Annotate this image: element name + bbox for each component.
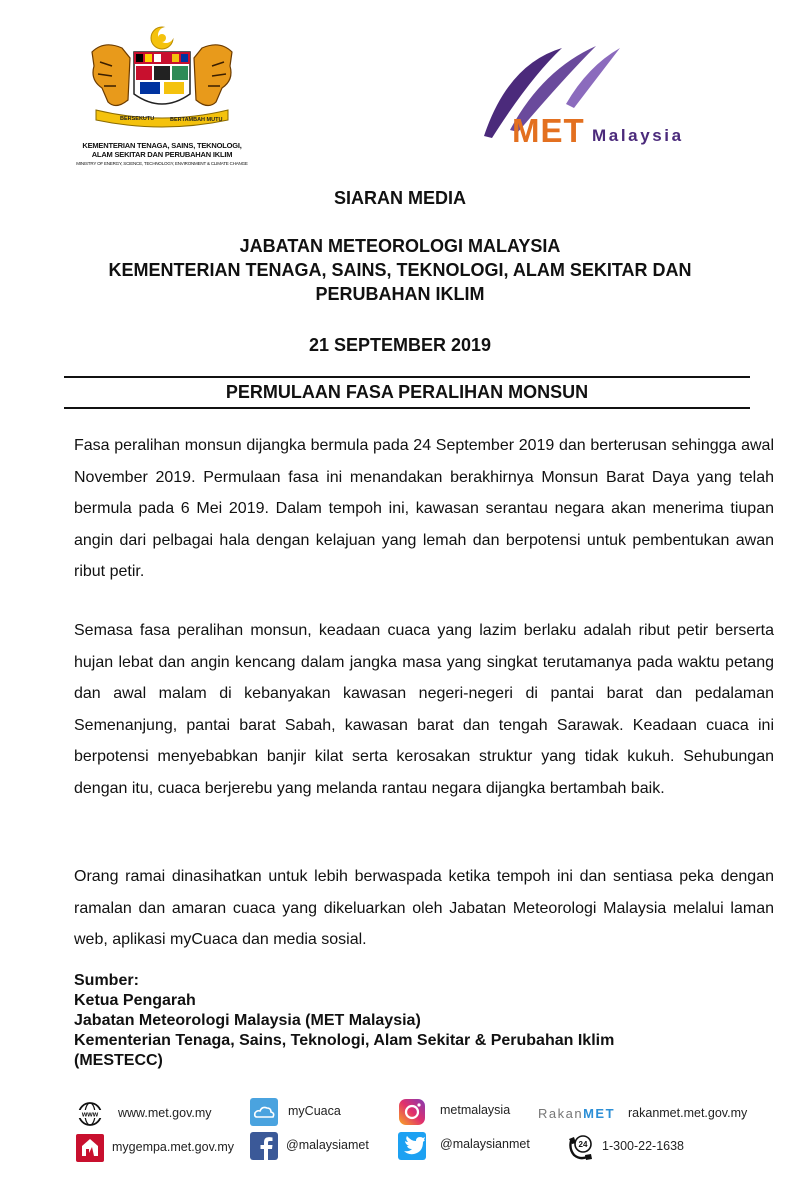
source-line: Kementerian Tenaga, Sains, Teknologi, Alam Sekitar & Perubahan Iklim <box>74 1032 615 1049</box>
instagram-link[interactable]: metmalaysia <box>440 1103 511 1117</box>
rakanmet-brand-prefix: Rakan <box>538 1106 584 1121</box>
rakanmet-brand <box>538 1106 615 1121</box>
ministry-logo-line: KEMENTERIAN TENAGA, SAINS, TEKNOLOGI, <box>82 141 242 150</box>
website-link[interactable]: www.met.gov.my <box>118 1106 212 1120</box>
crest-ribbon-left: BERSEKUTU <box>120 116 155 122</box>
www-globe-icon <box>76 1100 104 1128</box>
hotline-24-icon <box>566 1133 594 1161</box>
ministry-logo-subline: MINISTRY OF ENERGY, SCIENCE, TECHNOLOGY, ENVIRONMENT & CLIMATE CHANGE <box>76 161 248 166</box>
hotline-number[interactable]: 1-300-22-1638 <box>602 1139 685 1153</box>
ministry-logo-line: ALAM SEKITAR DAN PERUBAHAN IKLIM <box>91 150 233 159</box>
svg-text:www: www <box>81 1111 99 1119</box>
agency-title: JABATAN METEOROLOGI MALAYSIA <box>239 236 561 256</box>
rakanmet-link[interactable]: rakanmet.met.gov.my <box>628 1106 748 1120</box>
mygempa-link[interactable]: mygempa.met.gov.my <box>112 1140 235 1154</box>
twitter-icon <box>398 1132 426 1160</box>
body-paragraph: Orang ramai dinasihatkan untuk lebih berwaspada ketika tempoh ini dan sentiasa peka dengan ramalan dan amaran cuaca yang dikeluarkan oleh Jabatan Meteorologi Malaysia melalui laman web, aplikasi myCuaca dan media sosial. <box>74 868 774 948</box>
mygempa-icon <box>76 1134 104 1162</box>
facebook-icon <box>250 1132 278 1160</box>
body-paragraph: Fasa peralihan monsun dijangka bermula pada 24 September 2019 dan berterusan sehingga awal November 2019. Permulaan fasa ini menandakan berakhirnya Monsun Barat Daya yang telah bermula pada 6 Mei 2019. Dalam tempoh ini, kawasan serantau negara akan menerima tiupan angin dari pelbagai hala dengan kelajuan yang lemah dan berpotensi untuk pembentukan awan ribut petir. <box>74 437 774 580</box>
source-line: (MESTECC) <box>74 1052 163 1069</box>
met-logo-country: Malaysia <box>592 126 684 145</box>
source-line: Ketua Pengarah <box>74 992 196 1009</box>
crest-ribbon-right: BERTAMBAH MUTU <box>170 117 223 123</box>
rakanmet-brand-suffix: MET <box>583 1106 616 1121</box>
malaysia-coat-of-arms-logo <box>82 22 242 132</box>
topic-divider-top <box>64 376 750 378</box>
source-label: Sumber: <box>74 972 139 989</box>
release-date: 21 SEPTEMBER 2019 <box>308 335 492 355</box>
source-line: Jabatan Meteorologi Malaysia (MET Malaysia) <box>74 1012 421 1029</box>
topic-divider-bottom <box>64 407 750 409</box>
instagram-icon <box>398 1098 426 1126</box>
twitter-link[interactable]: @malaysianmet <box>440 1137 530 1151</box>
ministry-title-line1: KEMENTERIAN TENAGA, SAINS, TEKNOLOGI, ALAM SEKITAR DAN <box>108 260 692 280</box>
hotline-badge: 24 <box>578 1140 588 1149</box>
body-paragraph: Semasa fasa peralihan monsun, keadaan cuaca yang lazim berlaku adalah ribut petir berserta hujan lebat dan angin kencang dalam jangka masa yang singkat terutamanya pada waktu petang dan awal malam di kebanyakan kawasan negeri-negeri di pantai barat dan pedalaman Semenanjung, pantai barat Sabah, kawasan barat dan tengah Sarawak. Keadaan cuaca ini berpotensi menyebabkan banjir kilat serta kerosakan struktur yang tidak kukuh. Sehubungan dengan itu, cuaca berjerebu yang melanda rantau negara dijangka bertambah baik. <box>74 622 774 797</box>
ministry-title-line2: PERUBAHAN IKLIM <box>315 284 485 304</box>
topic-heading: PERMULAAN FASA PERALIHAN MONSUN <box>225 382 589 402</box>
mycuaca-link[interactable]: myCuaca <box>288 1104 341 1118</box>
cloud-app-icon <box>250 1098 278 1126</box>
document-kind: SIARAN MEDIA <box>333 188 466 208</box>
facebook-link[interactable]: @malaysiamet <box>286 1138 369 1152</box>
met-logo-word: MET <box>512 112 585 149</box>
